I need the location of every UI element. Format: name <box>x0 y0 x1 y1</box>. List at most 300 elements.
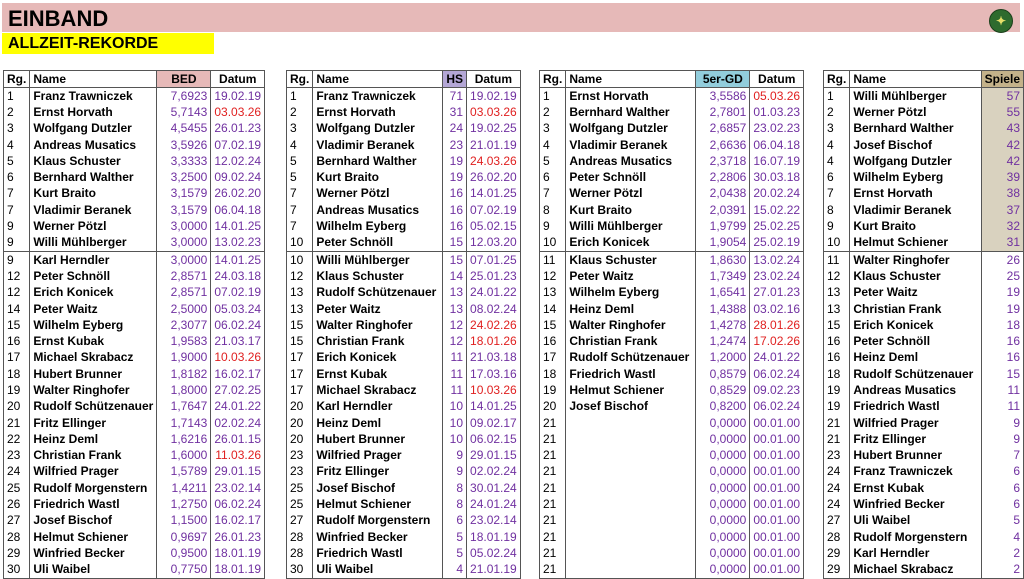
player-name-cell: Walter Ringhofer <box>313 317 443 333</box>
player-name-cell: Franz Trawniczek <box>850 464 981 480</box>
date-cell: 03.02.16 <box>750 301 804 317</box>
rank-cell: 16 <box>540 333 566 349</box>
player-name-cell: Erich Konicek <box>313 350 443 366</box>
date-cell: 00.01.00 <box>750 545 804 561</box>
value-cell: 43 <box>981 121 1023 137</box>
date-header: Datum <box>750 71 804 88</box>
table-row <box>824 235 1024 252</box>
date-cell: 02.02.24 <box>211 415 265 431</box>
table-row <box>824 366 1024 382</box>
table-row <box>287 496 521 512</box>
date-cell: 24.01.22 <box>211 399 265 415</box>
value-cell: 11 <box>443 350 467 366</box>
table-row <box>287 562 521 579</box>
rank-cell: 21 <box>540 464 566 480</box>
rank-cell: 12 <box>540 268 566 284</box>
table-row <box>824 121 1024 137</box>
value-cell: 42 <box>981 137 1023 153</box>
table-row <box>4 251 265 268</box>
rank-cell: 13 <box>287 301 313 317</box>
rank-cell: 6 <box>824 169 850 185</box>
player-name-cell: Vladimir Beranek <box>313 137 443 153</box>
table-row <box>540 545 804 561</box>
rank-cell: 27 <box>824 513 850 529</box>
rank-cell: 25 <box>287 480 313 496</box>
date-cell: 18.01.19 <box>211 562 265 579</box>
date-cell: 29.01.15 <box>211 464 265 480</box>
date-cell: 20.02.24 <box>750 186 804 202</box>
player-name-cell: Heinz Deml <box>313 415 443 431</box>
value-cell: 2 <box>981 545 1023 561</box>
player-name-cell: Wolfgang Dutzler <box>566 121 696 137</box>
player-name-cell: Willi Mühlberger <box>850 88 981 105</box>
value-cell: 1,1500 <box>157 513 211 529</box>
date-cell: 21.01.19 <box>467 137 521 153</box>
rank-cell: 4 <box>540 137 566 153</box>
value-cell: 1,6216 <box>157 431 211 447</box>
player-name-cell <box>566 562 696 579</box>
table-row <box>824 169 1024 185</box>
player-name-cell: Bernhard Walther <box>313 153 443 169</box>
player-name-cell: Ernst Horvath <box>30 104 157 120</box>
player-name-cell: Friedrich Wastl <box>566 366 696 382</box>
table-row <box>4 415 265 431</box>
date-cell: 30.01.24 <box>467 480 521 496</box>
value-cell: 19 <box>981 285 1023 301</box>
player-name-cell: Wilfried Prager <box>850 415 981 431</box>
date-cell: 00.01.00 <box>750 480 804 496</box>
player-name-cell: Kurt Braito <box>30 186 157 202</box>
rank-cell: 30 <box>4 562 30 579</box>
table-row <box>824 431 1024 447</box>
rank-cell: 7 <box>4 186 30 202</box>
value-cell: 9 <box>443 448 467 464</box>
value-cell: 16 <box>981 333 1023 349</box>
date-cell: 23.02.14 <box>211 480 265 496</box>
title-banner <box>2 3 1020 32</box>
table-row <box>4 235 265 252</box>
table-row <box>287 235 521 252</box>
rank-cell: 21 <box>540 480 566 496</box>
value-cell: 2,6857 <box>696 121 750 137</box>
date-header: Datum <box>211 71 265 88</box>
player-name-cell: Wolfgang Dutzler <box>850 153 981 169</box>
table-row <box>824 350 1024 366</box>
player-name-cell: Michael Skrabacz <box>850 562 981 579</box>
player-name-cell: Willi Mühlberger <box>30 235 157 252</box>
table-row <box>4 104 265 120</box>
date-cell: 23.02.23 <box>750 121 804 137</box>
date-cell: 17.02.26 <box>750 333 804 349</box>
date-cell: 17.03.16 <box>467 366 521 382</box>
table-row <box>4 137 265 153</box>
table-row <box>4 169 265 185</box>
table-row <box>824 415 1024 431</box>
value-cell: 11 <box>981 399 1023 415</box>
value-cell: 6 <box>981 480 1023 496</box>
value-cell: 16 <box>981 350 1023 366</box>
value-cell: 6 <box>981 496 1023 512</box>
table-row <box>4 317 265 333</box>
table-row <box>824 268 1024 284</box>
table-row <box>540 448 804 464</box>
value-cell: 2,2806 <box>696 169 750 185</box>
date-cell: 24.01.22 <box>750 350 804 366</box>
value-cell: 26 <box>981 251 1023 268</box>
date-cell: 00.01.00 <box>750 529 804 545</box>
table-row <box>540 317 804 333</box>
date-cell: 21.03.17 <box>211 333 265 349</box>
rank-cell: 15 <box>287 333 313 349</box>
rank-cell: 7 <box>540 186 566 202</box>
value-cell: 15 <box>981 366 1023 382</box>
rank-cell: 21 <box>824 415 850 431</box>
value-cell: 39 <box>981 169 1023 185</box>
player-name-cell: Michael Skrabacz <box>30 350 157 366</box>
table-row <box>287 104 521 120</box>
player-name-cell: Fritz Ellinger <box>313 464 443 480</box>
table-row <box>824 513 1024 529</box>
value-cell: 0,0000 <box>696 415 750 431</box>
table-row <box>824 218 1024 234</box>
player-name-cell: Rudolf Morgenstern <box>30 480 157 496</box>
rank-cell: 21 <box>4 415 30 431</box>
table-row <box>824 317 1024 333</box>
rank-cell: 23 <box>824 448 850 464</box>
rank-cell: 16 <box>824 350 850 366</box>
value-cell: 11 <box>981 382 1023 398</box>
value-cell: 12 <box>443 333 467 349</box>
date-cell: 06.04.18 <box>211 202 265 218</box>
player-name-cell: Rudolf Schützenauer <box>313 285 443 301</box>
table-row <box>540 186 804 202</box>
table-row <box>4 202 265 218</box>
table-row <box>287 333 521 349</box>
value-cell: 0,0000 <box>696 496 750 512</box>
date-cell: 06.02.24 <box>750 366 804 382</box>
value-cell: 1,9054 <box>696 235 750 252</box>
table-row <box>4 301 265 317</box>
rank-cell: 2 <box>4 104 30 120</box>
value-cell: 0,0000 <box>696 562 750 579</box>
rank-cell: 10 <box>540 235 566 252</box>
rank-cell: 10 <box>824 235 850 252</box>
date-cell: 23.02.14 <box>467 513 521 529</box>
rank-cell: 26 <box>4 496 30 512</box>
value-cell: 5 <box>981 513 1023 529</box>
table-row <box>540 121 804 137</box>
table-row <box>4 285 265 301</box>
rank-cell: 8 <box>824 202 850 218</box>
table-row <box>540 251 804 268</box>
rank-cell: 3 <box>4 121 30 137</box>
player-name-cell: Heinz Deml <box>566 301 696 317</box>
rank-cell: 5 <box>540 153 566 169</box>
rank-cell: 17 <box>287 366 313 382</box>
date-cell: 05.03.26 <box>750 88 804 105</box>
date-cell: 24.03.26 <box>467 153 521 169</box>
value-cell: 0,0000 <box>696 448 750 464</box>
date-cell: 26.01.23 <box>211 121 265 137</box>
rank-cell: 7 <box>4 202 30 218</box>
rank-cell: 19 <box>540 382 566 398</box>
date-cell: 07.02.19 <box>211 137 265 153</box>
value-cell: 6 <box>443 513 467 529</box>
table-header-row <box>824 71 1024 88</box>
value-cell: 1,7349 <box>696 268 750 284</box>
date-cell: 14.01.25 <box>211 251 265 268</box>
date-cell: 08.02.24 <box>467 301 521 317</box>
table-row <box>4 268 265 284</box>
rank-cell: 28 <box>824 529 850 545</box>
date-cell: 24.01.22 <box>467 285 521 301</box>
table-row <box>287 464 521 480</box>
player-name-cell: Heinz Deml <box>850 350 981 366</box>
rank-cell: 20 <box>287 431 313 447</box>
rank-cell: 30 <box>287 562 313 579</box>
value-cell: 18 <box>981 317 1023 333</box>
player-name-cell: Willi Mühlberger <box>566 218 696 234</box>
rank-header: Rg. <box>287 71 313 88</box>
player-name-cell: Kurt Braito <box>313 169 443 185</box>
player-name-cell: Karl Herndler <box>313 399 443 415</box>
table-row <box>287 382 521 398</box>
value-cell: 8 <box>443 496 467 512</box>
records-table-hs <box>286 70 521 579</box>
table-row <box>4 121 265 137</box>
table-row <box>287 88 521 105</box>
player-name-cell: Uli Waibel <box>313 562 443 579</box>
rank-cell: 6 <box>540 169 566 185</box>
player-name-cell: Rudolf Morgenstern <box>313 513 443 529</box>
date-cell: 30.03.18 <box>750 169 804 185</box>
date-cell: 10.03.26 <box>467 382 521 398</box>
player-name-cell <box>566 529 696 545</box>
value-cell: 3,0000 <box>157 251 211 268</box>
date-cell: 25.02.25 <box>750 218 804 234</box>
table-row <box>540 415 804 431</box>
value-cell: 38 <box>981 186 1023 202</box>
value-cell: 5 <box>443 545 467 561</box>
table-row <box>4 88 265 105</box>
value-cell: 1,6541 <box>696 285 750 301</box>
table-row <box>824 153 1024 169</box>
player-name-cell: Peter Waitz <box>30 301 157 317</box>
player-name-cell: Bernhard Walther <box>850 121 981 137</box>
rank-cell: 15 <box>4 317 30 333</box>
date-cell: 25.01.23 <box>467 268 521 284</box>
rank-cell: 24 <box>824 480 850 496</box>
rank-cell: 7 <box>287 218 313 234</box>
value-cell: 1,8630 <box>696 251 750 268</box>
date-cell: 06.02.24 <box>211 496 265 512</box>
date-cell: 06.02.24 <box>750 399 804 415</box>
date-cell: 16.02.17 <box>211 366 265 382</box>
table-row <box>540 235 804 252</box>
value-cell: 15 <box>443 235 467 252</box>
rank-cell: 1 <box>824 88 850 105</box>
value-cell: 5 <box>443 529 467 545</box>
table-row <box>287 513 521 529</box>
value-cell: 1,9583 <box>157 333 211 349</box>
value-cell: 19 <box>443 153 467 169</box>
rank-header: Rg. <box>4 71 30 88</box>
rank-cell: 13 <box>540 285 566 301</box>
date-cell: 19.02.25 <box>467 121 521 137</box>
value-cell: 31 <box>443 104 467 120</box>
date-cell: 09.02.24 <box>211 169 265 185</box>
date-cell: 12.03.20 <box>467 235 521 252</box>
value-cell: 1,8182 <box>157 366 211 382</box>
table-row <box>540 301 804 317</box>
date-cell: 05.02.15 <box>467 218 521 234</box>
table-row <box>824 333 1024 349</box>
records-table-spiele <box>823 70 1024 579</box>
player-name-cell: Klaus Schuster <box>30 153 157 169</box>
value-cell: 2,8571 <box>157 285 211 301</box>
value-cell: 1,7143 <box>157 415 211 431</box>
player-name-cell: Hubert Brunner <box>30 366 157 382</box>
rank-cell: 6 <box>4 169 30 185</box>
rank-cell: 20 <box>4 399 30 415</box>
rank-cell: 12 <box>287 268 313 284</box>
rank-cell: 28 <box>287 529 313 545</box>
player-name-cell: Ernst Horvath <box>313 104 443 120</box>
table-row <box>287 399 521 415</box>
player-name-cell: Ernst Horvath <box>566 88 696 105</box>
table-row <box>824 285 1024 301</box>
date-cell: 10.03.26 <box>211 350 265 366</box>
value-cell: 31 <box>981 235 1023 252</box>
date-cell: 00.01.00 <box>750 562 804 579</box>
table-row <box>824 448 1024 464</box>
value-cell: 32 <box>981 218 1023 234</box>
player-name-cell: Christian Frank <box>566 333 696 349</box>
player-name-cell: Walter Ringhofer <box>30 382 157 398</box>
player-name-cell: Helmut Schiener <box>30 529 157 545</box>
date-cell: 02.02.24 <box>467 464 521 480</box>
table-row <box>540 88 804 105</box>
rank-cell: 18 <box>4 366 30 382</box>
value-cell: 0,8200 <box>696 399 750 415</box>
rank-cell: 3 <box>540 121 566 137</box>
rank-cell: 21 <box>540 496 566 512</box>
rank-cell: 16 <box>4 333 30 349</box>
table-row <box>824 399 1024 415</box>
page-subtitle: ALLZEIT-REKORDE <box>8 35 159 52</box>
player-name-cell: Wolfgang Dutzler <box>313 121 443 137</box>
rank-cell: 19 <box>4 382 30 398</box>
table-row <box>287 529 521 545</box>
rank-cell: 4 <box>824 153 850 169</box>
table-row <box>824 382 1024 398</box>
player-name-cell: Karl Herndler <box>850 545 981 561</box>
date-cell: 25.02.19 <box>750 235 804 252</box>
table-row <box>4 448 265 464</box>
value-cell: 2,0438 <box>696 186 750 202</box>
table-row <box>540 382 804 398</box>
rank-cell: 22 <box>4 431 30 447</box>
table-row <box>287 202 521 218</box>
table-row <box>4 333 265 349</box>
rank-cell: 12 <box>4 268 30 284</box>
table-row <box>287 268 521 284</box>
player-name-cell: Fritz Ellinger <box>30 415 157 431</box>
rank-cell: 10 <box>287 251 313 268</box>
date-cell: 05.02.24 <box>467 545 521 561</box>
date-cell: 07.02.19 <box>467 202 521 218</box>
value-cell: 1,9799 <box>696 218 750 234</box>
player-name-cell: Ernst Kubak <box>30 333 157 349</box>
value-cell: 2 <box>981 562 1023 579</box>
rank-cell: 29 <box>4 545 30 561</box>
player-name-cell: Wilhelm Eyberg <box>313 218 443 234</box>
date-cell: 06.04.18 <box>750 137 804 153</box>
player-name-cell: Winfried Becker <box>850 496 981 512</box>
player-name-cell: Willi Mühlberger <box>313 251 443 268</box>
rank-cell: 1 <box>540 88 566 105</box>
value-cell: 0,0000 <box>696 513 750 529</box>
value-cell: 16 <box>443 186 467 202</box>
rank-cell: 20 <box>287 415 313 431</box>
player-name-cell: Walter Ringhofer <box>850 251 981 268</box>
player-name-cell: Andreas Musatics <box>566 153 696 169</box>
rank-cell: 2 <box>287 104 313 120</box>
value-cell: 37 <box>981 202 1023 218</box>
player-name-cell: Karl Herndler <box>30 251 157 268</box>
value-cell: 13 <box>443 301 467 317</box>
rank-cell: 3 <box>824 121 850 137</box>
table-row <box>540 350 804 366</box>
player-name-cell: Josef Bischof <box>313 480 443 496</box>
date-cell: 15.02.22 <box>750 202 804 218</box>
value-cell: 1,7647 <box>157 399 211 415</box>
rank-cell: 23 <box>287 464 313 480</box>
value-cell: 71 <box>443 88 467 105</box>
rank-cell: 21 <box>540 448 566 464</box>
player-name-cell: Vladimir Beranek <box>566 137 696 153</box>
table-row <box>540 366 804 382</box>
value-cell: 0,8579 <box>696 366 750 382</box>
value-cell: 24 <box>443 121 467 137</box>
player-name-cell: Hubert Brunner <box>850 448 981 464</box>
rank-cell: 7 <box>287 186 313 202</box>
player-name-cell: Michael Skrabacz <box>313 382 443 398</box>
rank-cell: 20 <box>287 399 313 415</box>
rank-cell: 7 <box>824 186 850 202</box>
value-cell: 3,0000 <box>157 235 211 252</box>
date-cell: 21.03.18 <box>467 350 521 366</box>
value-cell: 5,7143 <box>157 104 211 120</box>
player-name-cell: Walter Ringhofer <box>566 317 696 333</box>
player-name-cell: Werner Pötzl <box>850 104 981 120</box>
metric-header: Spiele <box>981 71 1023 88</box>
table-row <box>824 562 1024 579</box>
rank-cell: 14 <box>4 301 30 317</box>
rank-cell: 11 <box>540 251 566 268</box>
table-row <box>540 218 804 234</box>
player-name-cell: Ernst Kubak <box>850 480 981 496</box>
table-row <box>287 186 521 202</box>
player-name-cell: Wilhelm Eyberg <box>850 169 981 185</box>
table-row <box>540 431 804 447</box>
rank-cell: 9 <box>824 218 850 234</box>
value-cell: 19 <box>981 301 1023 317</box>
value-cell: 16 <box>443 218 467 234</box>
rank-cell: 21 <box>540 415 566 431</box>
player-name-cell: Rudolf Schützenauer <box>30 399 157 415</box>
value-cell: 3,2500 <box>157 169 211 185</box>
